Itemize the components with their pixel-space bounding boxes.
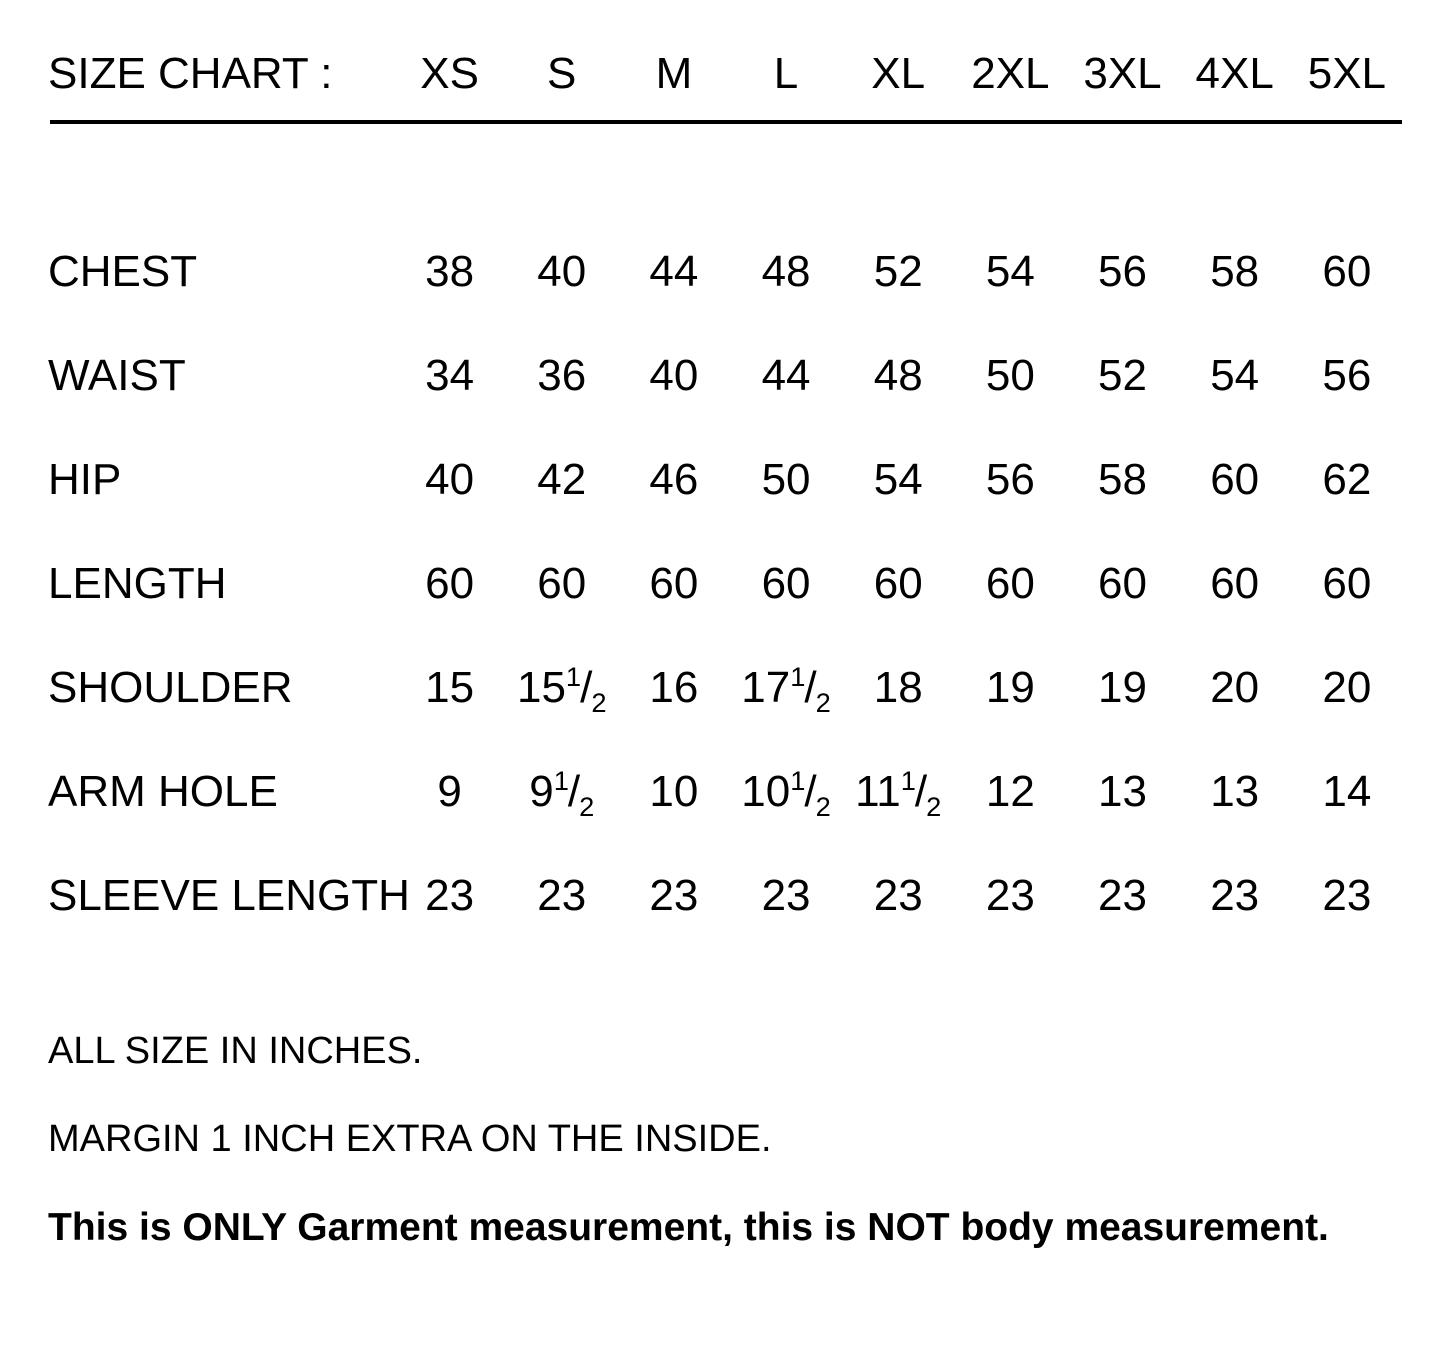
cell-waist-3xl: 52 (1098, 351, 1147, 400)
table-row (48, 636, 1403, 740)
cell-waist-l: 44 (761, 351, 811, 400)
cell-shoulder-3xl: 19 (1098, 663, 1147, 712)
note-units: ALL SIZE IN INCHES. (48, 1030, 423, 1072)
note-disclaimer: This is ONLY Garment measurement, this is NOT body measurement. (48, 1206, 1329, 1249)
cell-sleeve-length-5xl: 23 (1322, 871, 1372, 920)
cell-waist-xs: 34 (425, 351, 475, 400)
cell-length-2xl: 60 (985, 559, 1035, 608)
row-label-hip: HIP (48, 455, 122, 504)
table-row (48, 220, 1403, 324)
column-header-m: M (655, 49, 693, 98)
cell-length-5xl: 60 (1322, 559, 1372, 608)
cell-sleeve-length-2xl: 23 (985, 871, 1035, 920)
cell-hip-xs: 40 (425, 455, 475, 504)
column-header-xs: XS (420, 49, 479, 98)
row-label-shoulder: SHOULDER (48, 663, 293, 712)
cell-length-4xl: 60 (1210, 559, 1260, 608)
cell-sleeve-length-3xl: 23 (1098, 871, 1147, 920)
cell-chest-xs: 38 (425, 247, 475, 296)
cell-arm-hole-l: $10^1/_2$ (741, 765, 831, 822)
cell-arm-hole-xl: $11^1/_2$ (855, 765, 942, 822)
row-label-chest: CHEST (48, 247, 198, 296)
cell-shoulder-m: 16 (649, 663, 699, 712)
cell-shoulder-xs: 15 (425, 663, 475, 712)
note-margin: MARGIN 1 INCH EXTRA ON THE INSIDE. (48, 1118, 772, 1160)
cell-waist-2xl: 50 (985, 351, 1035, 400)
cell-hip-3xl: 58 (1098, 455, 1147, 504)
header-row (48, 28, 1403, 120)
cell-sleeve-length-s: 23 (537, 871, 587, 920)
cell-sleeve-length-xs: 23 (425, 871, 475, 920)
cell-arm-hole-3xl: 13 (1098, 767, 1147, 816)
table-row (48, 428, 1403, 532)
cell-waist-4xl: 54 (1210, 351, 1260, 400)
cell-sleeve-length-l: 23 (761, 871, 811, 920)
row-label-sleeve-length: SLEEVE LENGTH (48, 871, 410, 920)
cell-hip-s: 42 (537, 455, 587, 504)
column-header-s: S (547, 49, 577, 98)
cell-chest-xl: 52 (873, 247, 923, 296)
cell-chest-s: 40 (537, 247, 587, 296)
cell-sleeve-length-m: 23 (649, 871, 699, 920)
cell-length-l: 60 (761, 559, 811, 608)
cell-sleeve-length-4xl: 23 (1210, 871, 1260, 920)
row-label-arm-hole: ARM HOLE (48, 767, 278, 816)
cell-chest-5xl: 60 (1322, 247, 1372, 296)
cell-arm-hole-s: $9^1/_2$ (529, 765, 595, 822)
cell-shoulder-4xl: 20 (1210, 663, 1260, 712)
cell-shoulder-xl: 18 (873, 663, 923, 712)
column-header-xl: XL (871, 49, 926, 98)
chart-title: SIZE CHART : (48, 49, 333, 98)
table-body (48, 220, 1403, 948)
cell-chest-l: 48 (761, 247, 811, 296)
cell-length-xs: 60 (425, 559, 475, 608)
cell-sleeve-length-xl: 23 (873, 871, 923, 920)
cell-chest-3xl: 56 (1098, 247, 1147, 296)
cell-waist-m: 40 (649, 351, 699, 400)
cell-chest-m: 44 (649, 247, 699, 296)
cell-length-3xl: 60 (1098, 559, 1147, 608)
table-row (48, 532, 1403, 636)
cell-hip-xl: 54 (873, 455, 923, 504)
cell-arm-hole-2xl: 12 (985, 767, 1035, 816)
cell-hip-4xl: 60 (1210, 455, 1260, 504)
cell-arm-hole-4xl: 13 (1210, 767, 1260, 816)
cell-shoulder-s: $15^1/_2$ (516, 661, 607, 718)
cell-arm-hole-5xl: 14 (1322, 767, 1372, 816)
cell-arm-hole-xs: 9 (437, 767, 462, 816)
cell-waist-5xl: 56 (1322, 351, 1372, 400)
table-header (48, 28, 1403, 220)
cell-hip-5xl: 62 (1322, 455, 1372, 504)
cell-chest-4xl: 58 (1210, 247, 1260, 296)
cell-arm-hole-m: 10 (649, 767, 699, 816)
header-spacer-row (48, 124, 1403, 220)
column-header-3xl: 3XL (1083, 49, 1162, 98)
cell-shoulder-5xl: 20 (1322, 663, 1372, 712)
column-header-4xl: 4XL (1195, 49, 1274, 98)
cell-chest-2xl: 54 (985, 247, 1035, 296)
cell-waist-xl: 48 (873, 351, 923, 400)
column-header-2xl: 2XL (971, 49, 1050, 98)
cell-waist-s: 36 (537, 351, 587, 400)
size-chart-table (48, 28, 1403, 948)
column-header-5xl: 5XL (1307, 49, 1387, 98)
row-label-length: LENGTH (48, 559, 227, 608)
cell-hip-m: 46 (649, 455, 699, 504)
cell-hip-2xl: 56 (985, 455, 1035, 504)
header-spacer-cell (48, 124, 1403, 220)
cell-shoulder-2xl: 19 (985, 663, 1035, 712)
column-header-l: L (773, 49, 799, 98)
table-row (48, 740, 1403, 844)
notes-section (48, 1032, 1405, 1247)
row-label-waist: WAIST (48, 351, 186, 400)
cell-length-xl: 60 (873, 559, 923, 608)
cell-length-s: 60 (537, 559, 587, 608)
table-row (48, 844, 1403, 948)
cell-shoulder-l: $17^1/_2$ (741, 661, 831, 718)
table-row (48, 324, 1403, 428)
cell-hip-l: 50 (761, 455, 811, 504)
cell-length-m: 60 (649, 559, 699, 608)
